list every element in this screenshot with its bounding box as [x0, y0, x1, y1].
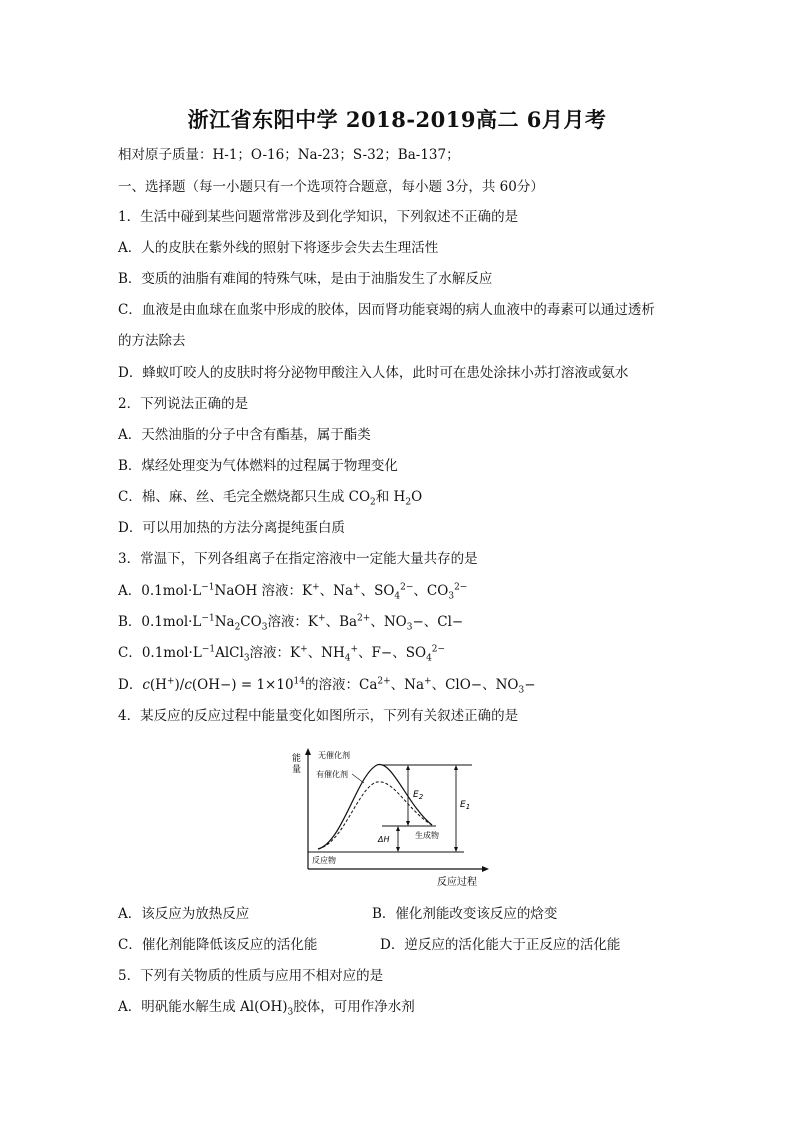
q2-stem: 2．下列说法正确的是 [118, 396, 249, 412]
x-axis-arrow [482, 866, 489, 872]
e2-label: $E_2$ [413, 790, 424, 801]
q2-option-b: B．煤经处理变为气体燃料的过程属于物理变化 [118, 458, 398, 474]
q4-stem: 4．某反应的反应过程中能量变化如图所示，下列有关叙述正确的是 [118, 708, 519, 724]
q3-option-a: A．$0.1mol\cdot L^{-1}NaOH$ 溶液：K+、Na+、$SO_4^{2-}$、$CO_3^{2-}$ [118, 582, 468, 602]
q4-option-c: C．催化剂能降低该反应的活化能 [118, 937, 318, 953]
q3-option-b: B．$0.1mol\cdot L^{-1}Na_2CO_3$溶液：K+、$Ba^{2+}$、$NO_3-$、Cl− [118, 613, 464, 633]
y-axis-label-char2: 量 [292, 765, 302, 775]
q2-option-d: D．可以用加热的方法分离提纯蛋白质 [118, 520, 345, 536]
page-title: 浙江省东阳中学 2018-2019高二 6月月考 [187, 107, 607, 132]
x-axis-label: 反应过程 [437, 877, 477, 888]
y-axis-arrow [305, 748, 311, 755]
no-catalyst-label: 无催化剂 [318, 751, 350, 760]
dh-label: ΔH [378, 835, 390, 844]
atomic-mass-line: 相对原子质量：H-1；O-16；Na-23；S-32；Ba-137； [118, 147, 460, 163]
q4-option-a: A．该反应为放热反应 [118, 906, 250, 922]
q1-option-b: B．变质的油脂有难闻的特殊气味，是由于油脂发生了水解反应 [118, 271, 493, 287]
q1-option-c: C．血液是由血球在血浆中形成的胶体，因而肾功能衰竭的病人血液中的毒素可以通过透析 [118, 302, 655, 318]
q3-option-d: D．$c(H^+)/c(OH-) = 1\times 10^{14}$的溶液：$Ca^{2+}$、Na+、ClO−、$NO_3-$ [118, 676, 536, 696]
e2-arrow-bottom [406, 821, 410, 826]
q1-option-c-cont: 的方法除去 [118, 333, 186, 349]
reactant-label: 反应物 [312, 856, 336, 865]
q4-option-d: D．逆反应的活化能大于正反应的活化能 [380, 937, 621, 953]
q4-option-b: B．催化剂能改变该反应的焓变 [372, 906, 558, 922]
product-label: 生成物 [415, 831, 439, 840]
y-axis-label-char1: 能 [292, 754, 302, 764]
q2-option-c: C．棉、麻、丝、毛完全燃烧都只生成 $CO_2$和 $H_2O$ [118, 489, 423, 508]
with-catalyst-pointer [352, 774, 364, 783]
e1-arrow-top [454, 765, 458, 770]
energy-diagram [282, 745, 492, 890]
q1-stem: 1．生活中碰到某些问题常常涉及到化学知识，下列叙述不正确的是 [118, 209, 519, 225]
q2-option-a: A．天然油脂的分子中含有酯基，属于酯类 [118, 427, 371, 443]
e1-arrow-bottom [454, 847, 458, 852]
q1-option-a: A．人的皮肤在紫外线的照射下将逐步会失去生理活性 [118, 240, 439, 256]
e2-arrow-top [406, 765, 410, 770]
dh-arrow-bottom [396, 847, 400, 852]
e1-label: $E_1$ [460, 800, 471, 811]
q3-stem: 3．常温下，下列各组离子在指定溶液中一定能大量共存的是 [118, 551, 478, 567]
section-heading: 一、选择题（每一小题只有一个选项符合题意，每小题 3分，共 60分） [118, 179, 544, 195]
with-catalyst-label: 有催化剂 [316, 770, 348, 779]
q5-stem: 5．下列有关物质的性质与应用不相对应的是 [118, 968, 384, 984]
q1-option-d: D．蜂蚁叮咬人的皮肤时将分泌物甲酸注入人体，此时可在患处涂抹小苏打溶液或氨水 [118, 365, 629, 381]
dh-arrow-top [396, 826, 400, 831]
q5-option-a: A．明矾能水解生成 $Al(OH)_3$胶体，可用作净水剂 [118, 999, 415, 1018]
q3-option-c: C．$0.1mol\cdot L^{-1}AlCl_3$溶液：K+、$NH_4^+$、F−、$SO_4^{2-}$ [118, 644, 446, 664]
